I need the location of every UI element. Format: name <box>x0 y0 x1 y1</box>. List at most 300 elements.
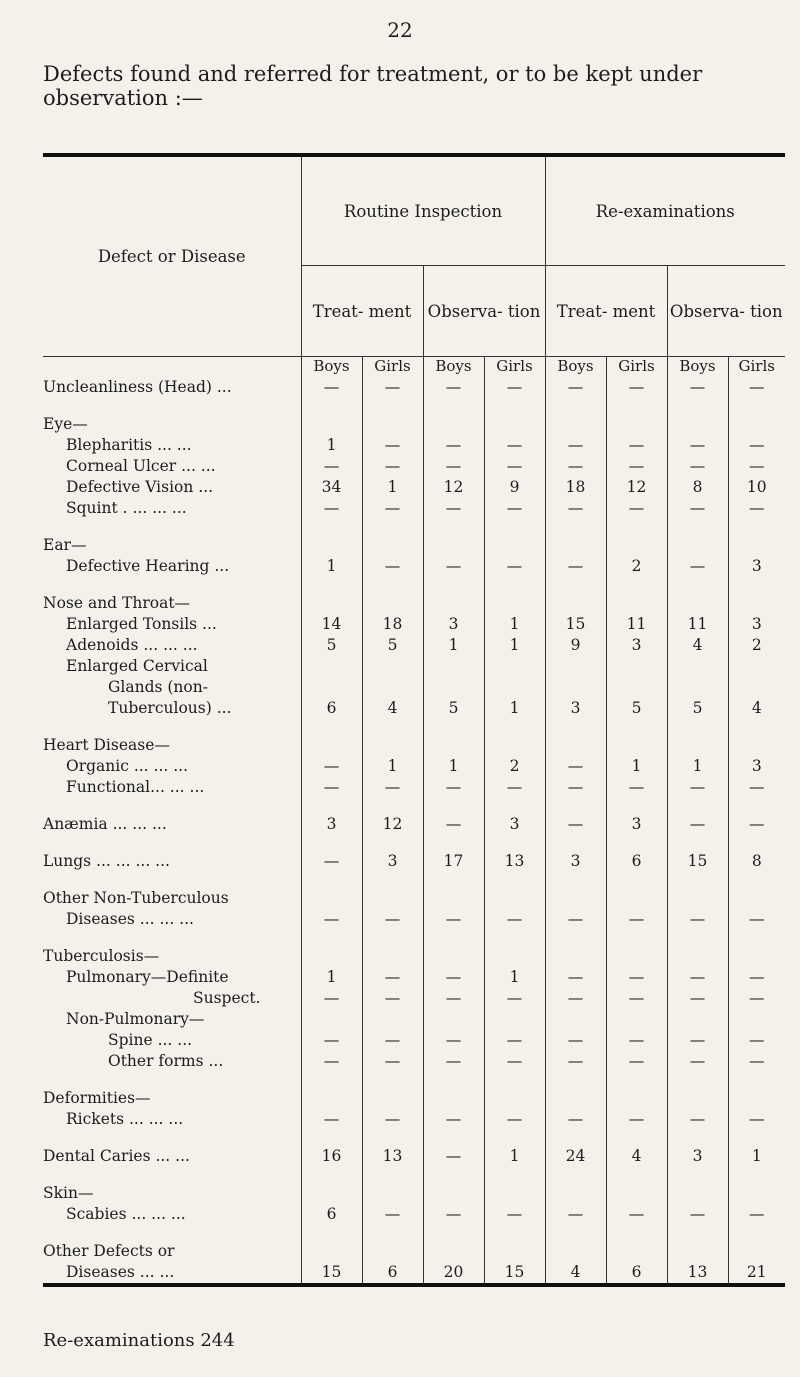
cell-value <box>606 656 667 677</box>
table-row <box>43 946 785 967</box>
cell-value: 3 <box>545 851 606 872</box>
cell-value: — <box>606 435 667 456</box>
row-label: Blepharitis ... ... <box>43 435 301 456</box>
row-label: Corneal Ulcer ... ... <box>43 456 301 477</box>
cell-value: — <box>323 1110 340 1128</box>
cell-value <box>728 656 785 677</box>
row-label: Rickets ... ... ... <box>43 1109 301 1130</box>
cell-value <box>362 677 423 698</box>
table-row <box>43 535 785 556</box>
table-row <box>43 967 785 988</box>
cell-value <box>423 593 484 614</box>
table-row <box>43 909 785 930</box>
table-row <box>43 777 785 798</box>
cell-value <box>545 946 606 967</box>
cell-value <box>423 1088 484 1109</box>
table-row <box>43 735 785 756</box>
cell-value <box>606 1088 667 1109</box>
header-girls: Girls <box>728 357 785 378</box>
cell-value: — <box>423 909 484 930</box>
cell-value <box>606 735 667 756</box>
spacer-row <box>43 577 785 593</box>
table-row <box>43 1109 785 1130</box>
page-number: 22 <box>387 18 413 42</box>
cell-value <box>362 1009 423 1030</box>
cell-value: — <box>423 1204 484 1225</box>
cell-value <box>362 1183 423 1204</box>
cell-value <box>484 1241 545 1262</box>
cell-value: 12 <box>423 477 484 498</box>
cell-value <box>667 735 728 756</box>
cell-value: — <box>423 498 484 519</box>
cell-value: 1 <box>484 1146 545 1167</box>
cell-value: — <box>323 852 340 870</box>
row-label: Glands (non- <box>43 677 301 698</box>
table-row <box>43 635 785 656</box>
cell-value <box>545 414 606 435</box>
cell-value: 3 <box>326 815 337 833</box>
table-row <box>43 698 785 719</box>
cell-value: — <box>728 988 785 1009</box>
cell-value: 15 <box>545 614 606 635</box>
cell-value: 14 <box>321 615 342 633</box>
cell-value: 9 <box>484 477 545 498</box>
header-girls: Girls <box>484 357 545 378</box>
cell-value <box>606 1183 667 1204</box>
cell-value <box>301 1009 362 1030</box>
cell-value: 1 <box>423 756 484 777</box>
cell-value <box>484 677 545 698</box>
cell-value: 3 <box>606 814 667 835</box>
cell-value: — <box>667 498 728 519</box>
cell-value: 6 <box>362 1262 423 1285</box>
cell-value <box>423 535 484 556</box>
cell-value: — <box>667 967 728 988</box>
cell-value: — <box>667 1204 728 1225</box>
cell-value: 4 <box>362 698 423 719</box>
cell-value <box>423 677 484 698</box>
row-label: Tuberculosis— <box>43 946 301 967</box>
cell-value: — <box>323 457 340 475</box>
cell-value: 4 <box>728 698 785 719</box>
cell-value <box>423 414 484 435</box>
table-row <box>43 656 785 677</box>
table-row <box>43 1262 785 1285</box>
cell-value <box>545 1088 606 1109</box>
row-label: Other Defects or <box>43 1241 301 1262</box>
cell-value <box>301 946 362 967</box>
spacer-row <box>43 835 785 851</box>
header-re-examinations: Re-examinations <box>545 155 785 266</box>
row-label: Other forms ... <box>43 1051 301 1072</box>
cell-value <box>545 1241 606 1262</box>
cell-value: 20 <box>423 1262 484 1285</box>
cell-value: 10 <box>728 477 785 498</box>
cell-value <box>606 1009 667 1030</box>
cell-value: — <box>423 1109 484 1130</box>
cell-value <box>728 535 785 556</box>
cell-value <box>545 1183 606 1204</box>
cell-value: — <box>545 456 606 477</box>
cell-value: 17 <box>423 851 484 872</box>
row-label: Enlarged Tonsils ... <box>43 614 301 635</box>
cell-value: — <box>423 1030 484 1051</box>
cell-value <box>545 656 606 677</box>
cell-value: — <box>423 377 484 398</box>
cell-value: — <box>362 498 423 519</box>
footer-note: Re-examinations 244 <box>43 1330 235 1351</box>
header-reexam-observation: Observa- tion <box>667 266 785 357</box>
cell-value: — <box>606 988 667 1009</box>
row-label: Ear— <box>43 535 301 556</box>
cell-value <box>728 735 785 756</box>
cell-value: — <box>423 1146 484 1167</box>
cell-value <box>362 946 423 967</box>
cell-value: — <box>323 499 340 517</box>
cell-value: 5 <box>326 636 337 654</box>
cell-value: 11 <box>606 614 667 635</box>
row-label: Enlarged Cervical <box>43 656 301 677</box>
cell-value: — <box>545 556 606 577</box>
cell-value <box>423 656 484 677</box>
cell-value <box>606 414 667 435</box>
cell-value: — <box>545 435 606 456</box>
cell-value: — <box>484 377 545 398</box>
cell-value: 1 <box>326 436 337 454</box>
header-defect-or-disease: Defect or Disease <box>43 155 301 357</box>
cell-value: 3 <box>728 614 785 635</box>
spacer-row <box>43 798 785 814</box>
cell-value: — <box>484 456 545 477</box>
spacer-row <box>43 719 785 735</box>
cell-value: 18 <box>545 477 606 498</box>
cell-value <box>728 414 785 435</box>
table-row <box>43 614 785 635</box>
cell-value <box>301 414 362 435</box>
cell-value: — <box>545 1109 606 1130</box>
cell-value <box>606 677 667 698</box>
cell-value: 3 <box>728 556 785 577</box>
cell-value: 3 <box>484 814 545 835</box>
cell-value: — <box>545 909 606 930</box>
cell-value: — <box>728 1204 785 1225</box>
cell-value <box>484 656 545 677</box>
table-body <box>43 377 785 1285</box>
cell-value <box>362 735 423 756</box>
spacer-row <box>43 930 785 946</box>
cell-value: 1 <box>606 756 667 777</box>
cell-value: — <box>423 556 484 577</box>
cell-value: 24 <box>545 1146 606 1167</box>
cell-value: 3 <box>362 851 423 872</box>
table-row <box>43 1009 785 1030</box>
cell-value <box>545 535 606 556</box>
table-row <box>43 1030 785 1051</box>
cell-value: — <box>667 377 728 398</box>
cell-value: — <box>362 1051 423 1072</box>
row-label: Heart Disease— <box>43 735 301 756</box>
spacer-row <box>43 1225 785 1241</box>
cell-value <box>606 946 667 967</box>
cell-value: — <box>323 757 340 775</box>
cell-value: — <box>423 435 484 456</box>
cell-value: 21 <box>728 1262 785 1285</box>
row-label: Deformities— <box>43 1088 301 1109</box>
cell-value: 16 <box>321 1147 342 1165</box>
cell-value: 4 <box>667 635 728 656</box>
cell-value: — <box>362 988 423 1009</box>
cell-value: — <box>484 498 545 519</box>
cell-value <box>301 535 362 556</box>
cell-value: 15 <box>321 1263 342 1281</box>
cell-value: — <box>667 1051 728 1072</box>
cell-value: — <box>362 556 423 577</box>
cell-value: 1 <box>728 1146 785 1167</box>
cell-value <box>728 888 785 909</box>
cell-value: — <box>606 1030 667 1051</box>
cell-value <box>667 888 728 909</box>
table-row <box>43 477 785 498</box>
cell-value <box>606 888 667 909</box>
table-row <box>43 814 785 835</box>
header-routine-observation: Observa- tion <box>423 266 545 357</box>
cell-value: — <box>667 1109 728 1130</box>
cell-value: 1 <box>484 698 545 719</box>
spacer-row <box>43 872 785 888</box>
cell-value: — <box>545 988 606 1009</box>
row-label: Spine ... ... <box>43 1030 301 1051</box>
cell-value <box>423 735 484 756</box>
cell-value: 12 <box>362 814 423 835</box>
cell-value: — <box>362 777 423 798</box>
cell-value: 6 <box>606 1262 667 1285</box>
cell-value: 4 <box>606 1146 667 1167</box>
cell-value: 1 <box>484 614 545 635</box>
cell-value: — <box>423 814 484 835</box>
cell-value: 15 <box>667 851 728 872</box>
cell-value: — <box>362 1204 423 1225</box>
cell-value: 1 <box>362 756 423 777</box>
cell-value: — <box>667 1030 728 1051</box>
cell-value: — <box>728 814 785 835</box>
cell-value <box>423 1009 484 1030</box>
spacer-row <box>43 1072 785 1088</box>
cell-value <box>667 677 728 698</box>
cell-value <box>301 1241 362 1262</box>
cell-value: — <box>667 777 728 798</box>
cell-value: — <box>606 456 667 477</box>
cell-value: — <box>667 909 728 930</box>
cell-value <box>728 1088 785 1109</box>
cell-value: — <box>323 989 340 1007</box>
cell-value <box>301 1183 362 1204</box>
table-row <box>43 556 785 577</box>
cell-value <box>606 535 667 556</box>
cell-value: 11 <box>667 614 728 635</box>
spacer-row <box>43 1167 785 1183</box>
cell-value <box>362 414 423 435</box>
cell-value: — <box>323 910 340 928</box>
cell-value: 8 <box>728 851 785 872</box>
cell-value: 3 <box>606 635 667 656</box>
table-row <box>43 1146 785 1167</box>
row-label: Uncleanliness (Head) ... <box>43 377 301 398</box>
cell-value: 6 <box>326 699 337 717</box>
cell-value: — <box>323 1052 340 1070</box>
header-routine-inspection: Routine Inspection <box>301 155 545 266</box>
table-row <box>43 756 785 777</box>
cell-value: — <box>545 756 606 777</box>
cell-value: — <box>423 988 484 1009</box>
header-boys: Boys <box>423 357 484 378</box>
row-label: Organic ... ... ... <box>43 756 301 777</box>
table-row <box>43 1183 785 1204</box>
header-boys: Boys <box>313 357 350 375</box>
header-routine-treatment: Treat- ment <box>301 266 423 357</box>
cell-value: — <box>545 1051 606 1072</box>
row-label: Squint . ... ... ... <box>43 498 301 519</box>
cell-value: 34 <box>321 478 342 496</box>
cell-value: 12 <box>606 477 667 498</box>
cell-value: 15 <box>484 1262 545 1285</box>
cell-value <box>484 535 545 556</box>
header-boys: Boys <box>545 357 606 378</box>
cell-value <box>545 735 606 756</box>
cell-value: — <box>545 377 606 398</box>
table-row <box>43 1051 785 1072</box>
cell-value: — <box>606 777 667 798</box>
cell-value <box>728 1009 785 1030</box>
cell-value: — <box>728 1051 785 1072</box>
cell-value <box>423 1183 484 1204</box>
cell-value: — <box>362 909 423 930</box>
cell-value: 3 <box>667 1146 728 1167</box>
cell-value: — <box>545 1030 606 1051</box>
cell-value <box>301 593 362 614</box>
defects-table <box>43 153 785 1287</box>
cell-value <box>484 735 545 756</box>
cell-value: — <box>423 1051 484 1072</box>
row-label: Nose and Throat— <box>43 593 301 614</box>
cell-value: 5 <box>606 698 667 719</box>
cell-value: — <box>362 456 423 477</box>
table-row <box>43 851 785 872</box>
cell-value <box>728 593 785 614</box>
cell-value: — <box>667 988 728 1009</box>
cell-value: — <box>728 435 785 456</box>
cell-value <box>545 1009 606 1030</box>
cell-value <box>728 677 785 698</box>
cell-value: — <box>484 909 545 930</box>
cell-value <box>667 414 728 435</box>
cell-value: 2 <box>606 556 667 577</box>
row-label: Pulmonary—Definite <box>43 967 301 988</box>
cell-value: — <box>728 967 785 988</box>
row-label: Tuberculous) ... <box>43 698 301 719</box>
cell-value: — <box>362 1030 423 1051</box>
cell-value: — <box>728 498 785 519</box>
cell-value: 1 <box>362 477 423 498</box>
cell-value <box>606 1241 667 1262</box>
cell-value <box>484 414 545 435</box>
spacer-row <box>43 1130 785 1146</box>
cell-value <box>362 593 423 614</box>
cell-value <box>667 1088 728 1109</box>
cell-value <box>301 888 362 909</box>
row-label: Defective Hearing ... <box>43 556 301 577</box>
row-label: Dental Caries ... ... <box>43 1146 301 1167</box>
cell-value <box>301 735 362 756</box>
cell-value: — <box>423 456 484 477</box>
cell-value: — <box>323 1031 340 1049</box>
cell-value: 1 <box>326 557 337 575</box>
cell-value: 2 <box>484 756 545 777</box>
cell-value: — <box>606 1109 667 1130</box>
cell-value <box>301 1088 362 1109</box>
header-boys: Boys <box>667 357 728 378</box>
cell-value: 13 <box>484 851 545 872</box>
cell-value <box>545 677 606 698</box>
cell-value <box>484 946 545 967</box>
cell-value: 5 <box>423 698 484 719</box>
cell-value <box>484 593 545 614</box>
cell-value: — <box>484 777 545 798</box>
cell-value <box>362 1088 423 1109</box>
cell-value: — <box>484 1109 545 1130</box>
row-label: Other Non-Tuberculous <box>43 888 301 909</box>
cell-value: — <box>728 377 785 398</box>
table-row <box>43 593 785 614</box>
cell-value: 13 <box>667 1262 728 1285</box>
cell-value: 3 <box>423 614 484 635</box>
cell-value: — <box>728 909 785 930</box>
cell-value <box>667 946 728 967</box>
cell-value: 13 <box>362 1146 423 1167</box>
cell-value: — <box>323 778 340 796</box>
cell-value <box>728 1183 785 1204</box>
cell-value <box>545 888 606 909</box>
cell-value <box>667 1009 728 1030</box>
cell-value <box>606 593 667 614</box>
table-row <box>43 1204 785 1225</box>
cell-value <box>667 656 728 677</box>
page-heading: Defects found and referred for treatment, or to be kept under observation :— <box>43 62 703 110</box>
cell-value <box>423 1241 484 1262</box>
row-label: Eye— <box>43 414 301 435</box>
row-label: Defective Vision ... <box>43 477 301 498</box>
cell-value: — <box>728 777 785 798</box>
cell-value <box>484 1088 545 1109</box>
cell-value: — <box>667 435 728 456</box>
cell-value: — <box>606 377 667 398</box>
cell-value: 1 <box>423 635 484 656</box>
row-label: Adenoids ... ... ... <box>43 635 301 656</box>
cell-value: 1 <box>326 968 337 986</box>
cell-value: — <box>728 1109 785 1130</box>
cell-value: — <box>606 967 667 988</box>
cell-value: 1 <box>484 635 545 656</box>
table-row <box>43 988 785 1009</box>
cell-value: — <box>484 435 545 456</box>
spacer-row <box>43 519 785 535</box>
spacer-row <box>43 398 785 414</box>
table-row <box>43 435 785 456</box>
cell-value <box>301 677 362 698</box>
table-row <box>43 498 785 519</box>
cell-value: — <box>545 967 606 988</box>
cell-value <box>667 535 728 556</box>
cell-value <box>667 593 728 614</box>
